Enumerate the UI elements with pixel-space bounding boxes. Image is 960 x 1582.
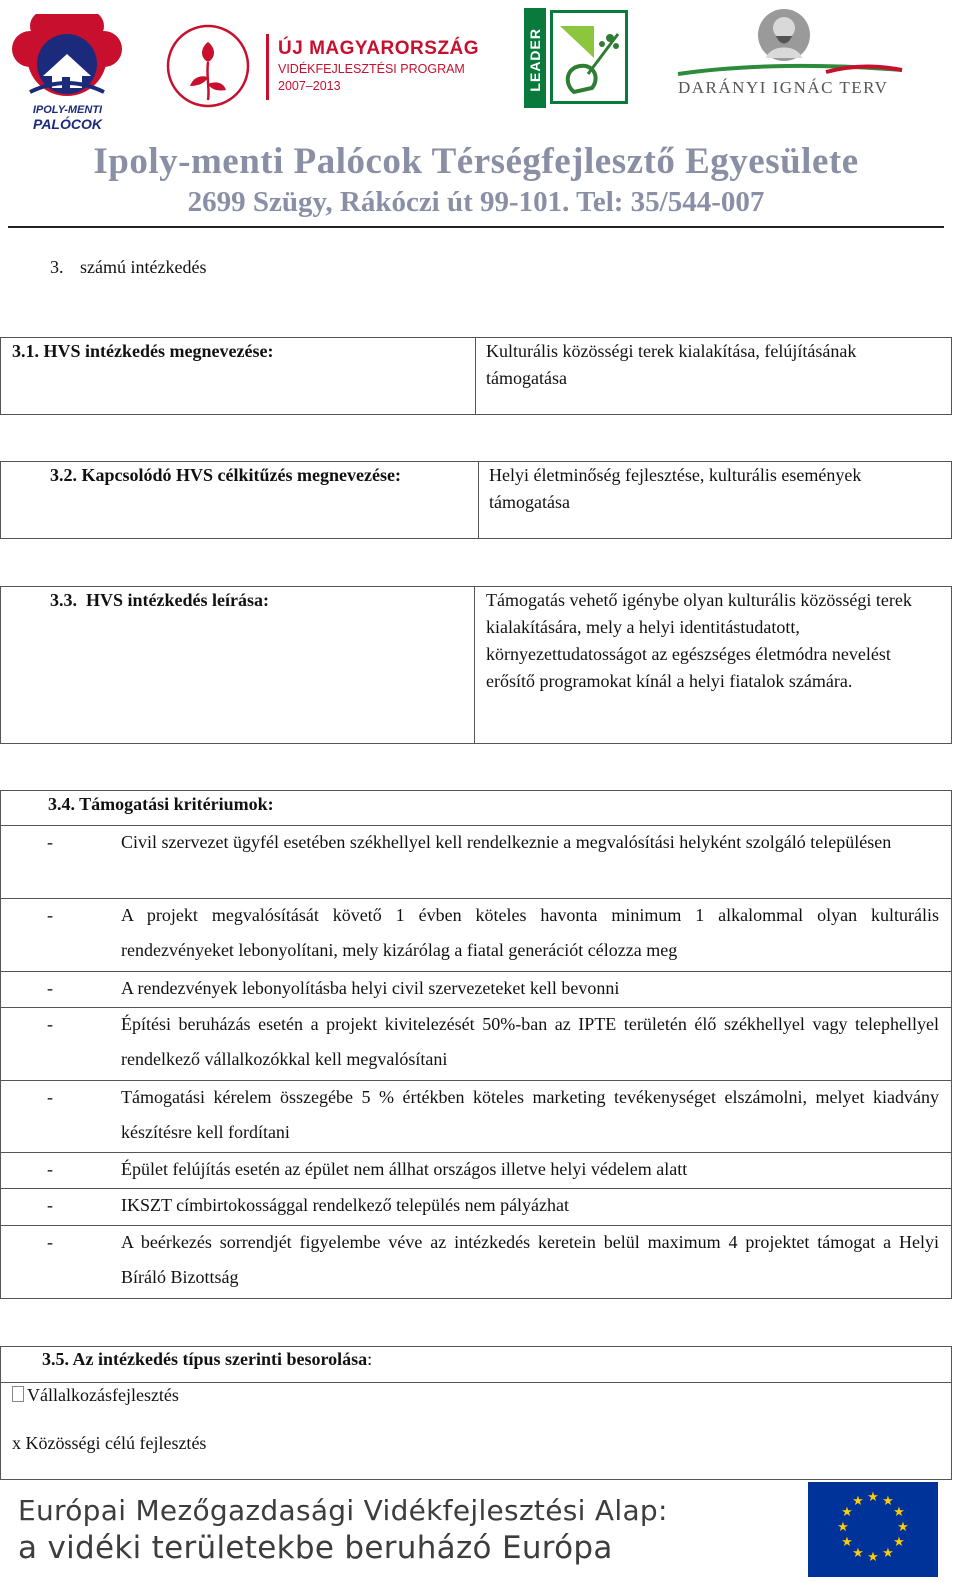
section-33-label: 3.3. HVS intézkedés leírása: [50, 590, 269, 610]
leader-logo [524, 8, 632, 108]
rose-emblem-icon [160, 22, 260, 110]
measure-heading [50, 254, 206, 281]
portrait-medallion-icon [756, 6, 812, 64]
measure-text: számú intézkedés [80, 257, 207, 277]
option-kozossegi-celu [12, 1430, 206, 1457]
section-31-label: 3.1. HVS intézkedés megnevezése: [12, 341, 274, 361]
criterion-text: A projekt megvalósítását követő 1 évben köteles havonta minimum 1 alkalommal olyan kulturális rendezvényeket lebonyolítani, mely kizárólag a fiatal generációt célozza meg [121, 905, 939, 960]
svg-text:★: ★ [852, 1494, 864, 1509]
organization-address: 2699 Szügy, Rákóczi út 99-101. Tel: 35/544-007 [187, 186, 765, 218]
svg-text:★: ★ [867, 1490, 879, 1505]
criterion-bullet: - [47, 978, 53, 998]
leader-label: LEADER [527, 28, 543, 92]
eu-flag [808, 1482, 938, 1577]
criterion-text: IKSZT címbirtokossággal rendelkező település nem pályázhat [121, 1195, 570, 1215]
uj-magyarorszag-logo [160, 22, 490, 112]
svg-text:★: ★ [841, 1505, 853, 1520]
criterion-row [0, 1007, 951, 1079]
criterion-text: Támogatási kérelem összegébe 5 % értékben köteles marketing tevékenységet elszámolni, melyet kiadvány készítésre kell fordítani [121, 1087, 939, 1142]
svg-text:★: ★ [837, 1520, 849, 1535]
section-31-divider [475, 338, 476, 414]
daranyi-ignac-terv-logo [676, 6, 904, 106]
svg-text:★: ★ [893, 1505, 905, 1520]
section-31-value: Kulturális közösségi terek kialakítása, felújításának támogatása [486, 341, 857, 388]
section-34-heading: 3.4. Támogatási kritériumok: [48, 794, 274, 814]
footer-line-1: Európai Mezőgazdasági Vidékfejlesztési Alap: [18, 1494, 668, 1527]
criterion-text: Civil szervezet ügyfél esetében székhellyel kell rendelkeznie a megvalósítási helyként szolgáló településen [121, 832, 892, 852]
svg-text:★: ★ [867, 1550, 879, 1565]
header-rule [8, 226, 944, 228]
criterion-bullet: - [47, 1232, 53, 1252]
criterion-row [0, 1080, 951, 1152]
criterion-text: A beérkezés sorrendjét figyelembe véve az intézkedés keretein belül maximum 4 projektet támogat a Helyi Bíráló Bizottság [121, 1232, 939, 1287]
criterion-bullet: - [47, 1159, 53, 1179]
svg-text:★: ★ [882, 1546, 894, 1561]
um-years: 2007–2013 [278, 79, 341, 93]
ipoly-palocok-logo [10, 14, 125, 132]
criterion-bullet: - [47, 905, 53, 925]
criterion-text: A rendezvények lebonyolításba helyi civil szervezeteket kell bevonni [121, 978, 620, 998]
option-2-label: Közösségi célú fejlesztés [25, 1433, 207, 1453]
section-35-heading [42, 1346, 372, 1373]
leader-seed-icon [554, 14, 626, 100]
section-32-divider [478, 462, 479, 538]
section-32-label: 3.2. Kapcsolódó HVS célkitűzés megnevezése: [50, 465, 401, 485]
criterion-bullet: - [47, 832, 53, 852]
criterion-bullet: - [47, 1014, 53, 1034]
option-1-label: Vállalkozásfejlesztés [27, 1385, 179, 1405]
organization-name: Ipoly-menti Palócok Térségfejlesztő Egyesülete [93, 141, 859, 182]
criterion-text: Építési beruházás esetén a projekt kivitelezését 50%-ban az IPTE területén élő székhellyel vagy telephellyel rendelkező vállalkozókkal kell megvalósítani [121, 1014, 939, 1069]
criterion-bullet: - [47, 1195, 53, 1215]
svg-text:★: ★ [897, 1520, 909, 1535]
svg-text:★: ★ [841, 1535, 853, 1550]
um-title: ÚJ MAGYARORSZÁG [278, 38, 480, 59]
svg-text:★: ★ [893, 1535, 905, 1550]
criterion-bullet: - [47, 1087, 53, 1107]
criterion-row [0, 971, 951, 1007]
daranyi-label: DARÁNYI IGNÁC TERV [678, 78, 889, 97]
um-subtitle: VIDÉKFEJLESZTÉSI PROGRAM [278, 62, 465, 76]
criterion-text: Épület felújítás esetén az épület nem állhat országos illetve helyi védelem alatt [121, 1159, 688, 1179]
logo-ipoly-line1: IPOLY-MENTI [32, 104, 103, 116]
measure-number: 3. [50, 257, 64, 277]
svg-text:★: ★ [852, 1546, 864, 1561]
folk-flower-icon [10, 14, 125, 99]
unchecked-box-icon [12, 1386, 24, 1402]
logo-ipoly-line2: PALÓCOK [33, 116, 102, 132]
section-33-value: Támogatás vehető igénybe olyan kulturális közösségi terek kialakítására, mely a helyi identitástudatott, környezettudatosságot az egészséges életmódra nevelést erősítő programokat kínál a helyi fiatalok számára. [486, 590, 912, 691]
option-vallalkozasfejlesztes [12, 1382, 179, 1409]
criterion-row [0, 1152, 951, 1188]
svg-text:★: ★ [882, 1494, 894, 1509]
option-2-mark: x [12, 1433, 21, 1453]
footer-line-2: a vidéki területekbe beruházó Európa [18, 1530, 613, 1566]
um-divider [266, 34, 269, 100]
criterion-row [0, 898, 951, 970]
criterion-row [0, 1188, 951, 1224]
section-35-heading-text: 3.5. Az intézkedés típus szerinti besorolása [42, 1349, 368, 1369]
section-35-heading-colon: : [367, 1349, 373, 1369]
criterion-row [0, 825, 951, 897]
section-32-value: Helyi életminőség fejlesztése, kulturális események támogatása [489, 465, 862, 512]
section-33-divider [474, 587, 475, 743]
criterion-row [0, 1225, 951, 1297]
eu-stars-icon [808, 1482, 938, 1577]
